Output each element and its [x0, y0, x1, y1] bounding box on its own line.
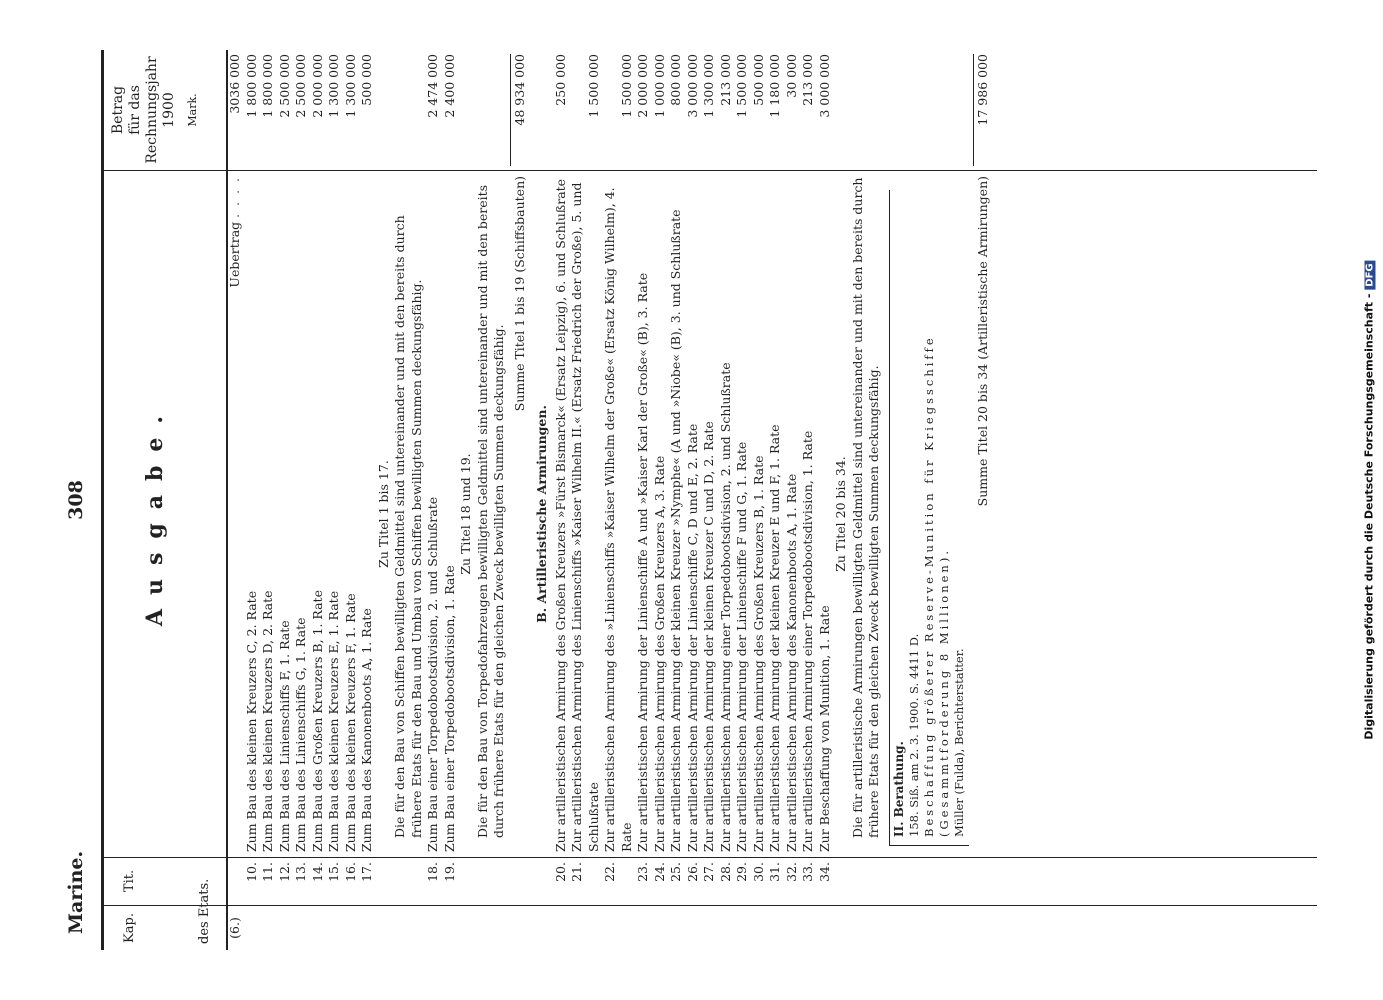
entry-amount: 1 500 000	[733, 54, 749, 118]
page-header	[65, 50, 95, 950]
entry-amount: 500 000	[358, 54, 374, 106]
des-etats-label: des Etats.	[196, 878, 212, 944]
title-number: 19.	[441, 862, 456, 882]
table-row	[243, 50, 260, 950]
kap-label: Kap.	[121, 913, 137, 943]
note-heading: Zu Titel 18 und 19.	[457, 453, 473, 575]
title-number: 25.	[667, 862, 683, 882]
entry-text: Zum Bau des kleinen Kreuzers F, 1. Rate	[342, 593, 357, 852]
beratung-session: 158. Siß. am 2. 3. 1900. S. 4411 D.	[906, 633, 920, 837]
entry-amount: 2 474 000	[424, 54, 440, 118]
table-row	[635, 50, 652, 950]
title-number: 11.	[259, 862, 275, 882]
entry-text: Zur artilleristischen Armirung der kleinen Kreuzer E und F, 1. Rate	[766, 424, 782, 852]
table-rows	[227, 50, 991, 950]
sum-label: Summe Titel 1 bis 19 (Schiffsbauten)	[511, 176, 526, 412]
tit-label: Tit.	[121, 869, 137, 893]
entry-text: Zur artilleristischen Armirung der Linienschiffe A und »Kaiser Karl der Große« (B), 3. Rate	[634, 272, 650, 852]
amount-column-header	[104, 50, 226, 170]
entry-amount: 2 500 000	[276, 54, 291, 118]
entry-text: Zur artilleristischen Armirung des Großen Kreuzers »Fürst Bismarck« (Ersatz Leipzig), 6. und Schlußrate	[552, 178, 567, 852]
rows-group-b	[425, 50, 458, 950]
title-number: 24.	[651, 862, 666, 882]
title-number: 12.	[276, 862, 291, 882]
beratung-rapporteur: Müller (Fulda), Berichterstatter.	[951, 648, 965, 837]
title-number: 21.	[568, 862, 584, 882]
table-row	[293, 50, 310, 950]
table-row	[651, 50, 668, 950]
table-row	[734, 50, 751, 950]
table-row	[425, 50, 442, 950]
entry-amount: 1 800 000	[259, 54, 275, 118]
table-row	[276, 50, 293, 950]
table-row	[800, 50, 817, 950]
entry-text: Zum Bau des Linienschiffs G, 1. Rate	[292, 617, 308, 852]
amount-unit: Mark.	[185, 93, 199, 127]
entry-text: Zum Bau des Linienschiffs F, 1. Rate	[276, 620, 291, 852]
table-row	[783, 50, 800, 950]
title-number: 15.	[325, 862, 341, 882]
entry-amount: 1 300 000	[325, 54, 341, 118]
uebertrag-label: Uebertrag . . . .	[226, 176, 242, 288]
title-number: 14.	[309, 862, 324, 882]
table-row	[227, 50, 244, 950]
entry-amount: 800 000	[667, 54, 683, 106]
table-row	[359, 50, 376, 950]
amount-header-line3: Rechnungsjahr	[143, 56, 160, 164]
title-number: 29.	[733, 862, 749, 882]
title-number: 31.	[766, 862, 782, 882]
table-header	[101, 50, 228, 950]
title-number: 22.	[601, 862, 617, 882]
title-number: 18.	[424, 862, 440, 882]
entry-text: Zum Bau einer Torpedobootsdivision, 1. Rate	[441, 565, 456, 852]
entry-text: Zur artilleristischen Armirung der kleinen Kreuzer »Nymphe« (A und »Niobe« (B), 3. und Schlußrate	[667, 209, 683, 852]
digitization-credit	[1359, 10, 1379, 990]
kap-number: (6.)	[226, 917, 242, 939]
entry-text: Zur artilleristischen Armirung einer Torpedobootsdivision, 2. und Schlußrate	[717, 362, 732, 852]
note-text: Die für den Bau von Schiffen bewilligten Geldmittel sind untereinander und mit den bereits durch frühere Etats für den Bau und Umbau von Schiffen bewilligten Summen deckungsfähig.	[391, 215, 423, 838]
title-number: 13.	[292, 862, 308, 882]
table-row	[552, 50, 569, 950]
sum-row	[511, 50, 528, 950]
entry-text: Zum Bau des kleinen Kreuzers C, 2. Rate	[243, 590, 258, 852]
table-row	[326, 50, 343, 950]
entry-amount: 3 000 000	[684, 54, 699, 118]
table-row	[309, 50, 326, 950]
page-number: 308	[64, 480, 87, 520]
entry-amount: 30 000	[783, 54, 798, 98]
table-row	[701, 50, 718, 950]
entry-text: Zur artilleristischen Armirung des Großen Kreuzers B, 1. Rate	[750, 455, 765, 852]
beratung-subject: Beschaffung größerer Reserve-Munition für Kriegsschiffe (Gesammtforderung 8 Millionen).	[921, 335, 950, 837]
rows-group-c	[552, 50, 833, 950]
amount-header-line2: für das	[126, 85, 143, 135]
amount-header-line4: 1900	[160, 92, 177, 128]
entry-amount: 1 000 000	[651, 54, 666, 118]
entry-amount: 1 300 000	[342, 54, 357, 118]
sum-amount: 17 986 000	[972, 54, 991, 166]
entry-text: Zur artilleristischen Armirung des »Linienschiffs »Kaiser Wilhelm der Große« (Ersatz König Wilhelm), 4. Rate	[601, 187, 633, 852]
table-row	[602, 50, 635, 950]
title-number: 33.	[799, 862, 815, 882]
amount-header	[110, 50, 201, 170]
entry-amount: 1 800 000	[243, 54, 258, 118]
text-column-header	[104, 170, 226, 858]
title-number: 28.	[717, 862, 732, 882]
sum-row	[974, 50, 991, 950]
entry-amount: 1 500 000	[618, 54, 633, 118]
dfg-logo: DFG	[1365, 260, 1376, 289]
table-row	[717, 50, 734, 950]
entry-amount: 250 000	[552, 54, 567, 106]
title-number: 10.	[243, 862, 258, 882]
entry-amount: 1 500 000	[585, 54, 600, 118]
table-row	[684, 50, 701, 950]
table-row	[342, 50, 359, 950]
entry-amount: 2 500 000	[292, 54, 308, 118]
entry-text: Zum Bau des Kanonenboots A, 1. Rate	[358, 608, 374, 852]
table-row	[441, 50, 458, 950]
entry-text: Zum Bau einer Torpedobootsdivision, 2. und Schlußrate	[424, 496, 440, 852]
table-row	[816, 50, 833, 950]
entry-text: Zur artilleristischen Armirung des Großen Kreuzers A, 3. Rate	[651, 455, 666, 852]
table-row	[767, 50, 784, 950]
title-number: 32.	[783, 862, 798, 882]
title-number: 16.	[342, 862, 357, 882]
title-number: 27.	[700, 862, 716, 882]
note-heading: Zu Titel 1 bis 17.	[375, 460, 390, 568]
entry-amount: 2 000 000	[634, 54, 650, 118]
beratung-title: II. Berathung.	[891, 741, 905, 837]
entry-text: Zur Beschaffung von Munition, 1. Rate	[816, 605, 831, 852]
entry-text: Zur artilleristischen Armirung des Linienschiffs »Kaiser Wilhelm II.« (Ersatz Friedrich der Große), 5. und Schlußrate	[568, 182, 600, 852]
table-row	[750, 50, 767, 950]
title-number: 30.	[750, 862, 765, 882]
entry-text: Zum Bau des kleinen Kreuzers D, 2. Rate	[259, 590, 275, 852]
entry-text: Zur artilleristischen Armirung des Kanonenboots A, 1. Rate	[783, 473, 798, 852]
uebertrag-amount: 3036 000	[226, 54, 242, 114]
entry-amount: 213 000	[799, 54, 815, 106]
credit-text: Digitalisierung gefördert durch die Deutsche Forschungsgemeinschaft -	[1362, 293, 1376, 740]
entry-text: Zum Bau des Großen Kreuzers B, 1. Rate	[309, 590, 324, 852]
entry-amount: 2 400 000	[441, 54, 456, 118]
entry-text: Zur artilleristischen Armirung der Linienschiffe C, D und E, 2. Rate	[684, 423, 699, 852]
running-head: Marine.	[64, 850, 87, 934]
title-number: 17.	[358, 862, 374, 882]
note-text: Die für den Bau von Torpedofahrzeugen bewilligten Geldmittel sind untereinander und mit den bereits durch frühere Etats für den gleichen Zweck bewilligten Summen deckungsfähig.	[474, 184, 506, 838]
entry-text: Zur artilleristischen Armirung der kleinen Kreuzer C und D, 2. Rate	[700, 421, 716, 852]
table-row	[569, 50, 602, 950]
title-number: 23.	[634, 862, 650, 882]
title-number: 26.	[684, 862, 699, 882]
title-number: 20.	[552, 862, 567, 882]
table-body	[225, 50, 1317, 950]
rows-group-a	[243, 50, 375, 950]
entry-amount: 3 000 000	[816, 54, 831, 118]
title-number: 34.	[816, 862, 831, 882]
table-row	[668, 50, 685, 950]
document-page	[57, 50, 1327, 950]
note-text: Die für artilleristische Armirungen bewilligten Geldmittel sind untereinander und mit den bereits durch frühere Etats für den gleichen Zweck bewilligten Summen deckungsfähig.	[849, 177, 881, 838]
table-row	[260, 50, 277, 950]
entry-text: Zum Bau des kleinen Kreuzers E, 1. Rate	[325, 590, 341, 852]
entry-amount: 1 300 000	[700, 54, 716, 118]
entry-amount: 2 000 000	[309, 54, 324, 118]
table-title: Ausgabe.	[141, 401, 168, 627]
entry-amount: 213 000	[717, 54, 732, 106]
entry-text: Zur artilleristischen Armirung einer Torpedobootsdivision, 1. Rate	[799, 430, 815, 852]
sum-label: Summe Titel 20 bis 34 (Artilleristische Armirungen)	[974, 176, 989, 507]
entry-amount: 500 000	[750, 54, 765, 106]
section-heading: B. Artilleristische Armirungen.	[533, 405, 549, 623]
note-heading: Zu Titel 20 bis 34.	[832, 456, 848, 572]
sum-amount: 48 934 000	[509, 54, 528, 166]
beratung-box	[888, 190, 968, 846]
entry-amount: 1 180 000	[766, 54, 782, 118]
amount-header-line1: Betrag	[109, 85, 126, 135]
entry-text: Zur artilleristischen Armirung der Linienschiffe F und G, 1. Rate	[733, 441, 749, 852]
